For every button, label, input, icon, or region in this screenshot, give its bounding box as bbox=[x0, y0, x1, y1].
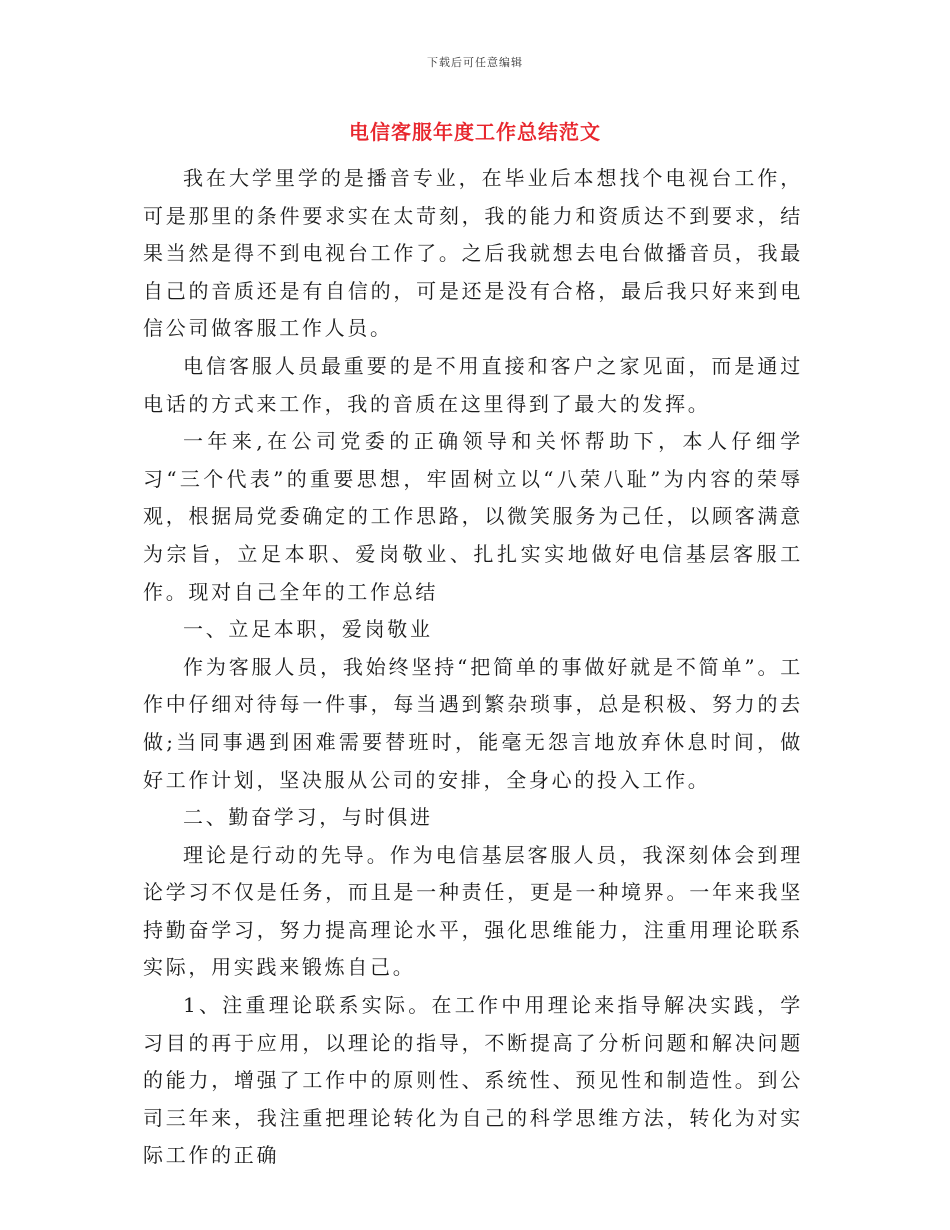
document-body bbox=[143, 160, 803, 1175]
paragraph-intro: 我在大学里学的是播音专业，在毕业后本想找个电视台工作，可是那里的条件要求实在太苛刻，我的能力和资质达不到要求，结果当然是得不到电视台工作了。之后我就想去电台做播音员，我最自己的音质还是有自信的，可是还是没有合格，最后我只好来到电信公司做客服工作人员。 bbox=[143, 166, 803, 341]
section-heading-1: 一、立足本职，爱岗敬业 bbox=[183, 617, 433, 642]
paragraph-section-1: 作为客服人员，我始终坚持“把简单的事做好就是不简单”。工作中仔细对待每一件事，每当遇到繁杂琐事，总是积极、努力的去做;当同事遇到困难需要替班时，能毫无怨言地放弃休息时间，做好工作计划，坚决服从公司的安排，全身心的投入工作。 bbox=[143, 654, 803, 792]
paragraph-year-summary: 一年来,在公司党委的正确领导和关怀帮助下，本人仔细学习“三个代表”的重要思想，牢固树立以“八荣八耻”为内容的荣辱观，根据局党委确定的工作思路，以微笑服务为己任，以顾客满意为宗旨，立足本职、爱岗敬业、扎扎实实地做好电信基层客服工作。现对自己全年的工作总结 bbox=[143, 429, 803, 604]
paragraph-item-1: 1、注重理论联系实际。在工作中用理论来指导解决实践，学习目的再于应用，以理论的指导，不断提高了分析问题和解决问题的能力，增强了工作中的原则性、系统性、预见性和制造性。到公司三年来，我注重把理论转化为自己的科学思维方法，转化为对实际工作的正确 bbox=[143, 993, 803, 1168]
page-header-note: 下载后可任意编辑 bbox=[427, 56, 523, 69]
paragraph-section-2: 理论是行动的先导。作为电信基层客服人员，我深刻体会到理论学习不仅是任务，而且是一种责任，更是一种境界。一年来我坚持勤奋学习，努力提高理论水平，强化思维能力，注重用理论联系实际，用实践来锻炼自己。 bbox=[143, 842, 803, 980]
paragraph-phone-service: 电信客服人员最重要的是不用直接和客户之家见面，而是通过电话的方式来工作，我的音质在这里得到了最大的发挥。 bbox=[143, 353, 803, 416]
section-heading-2: 二、勤奋学习，与时俱进 bbox=[183, 805, 433, 830]
document-title: 电信客服年度工作总结范文 bbox=[349, 120, 601, 144]
